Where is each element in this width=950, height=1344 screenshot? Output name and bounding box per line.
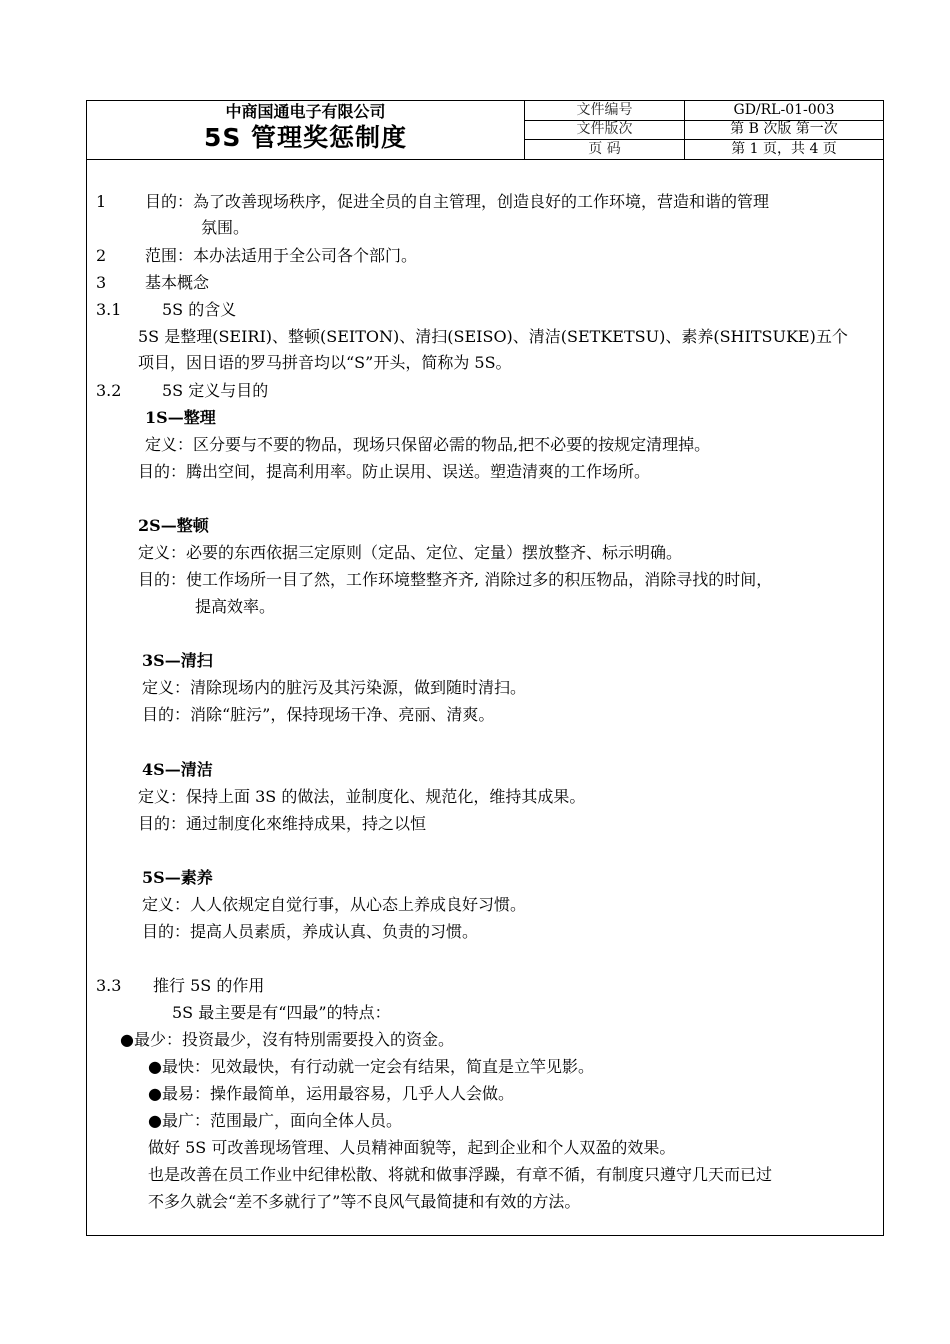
1s-goal-emphasis: 防止误用、误送。: [362, 462, 491, 481]
section-3-3-heading: 推行 5S 的作用: [153, 976, 265, 995]
2s-heading: 2S—整顿: [138, 516, 209, 535]
4s-heading: 4S—清洁: [142, 760, 213, 779]
section-1-text: 目的：為了改善现场秩序，促进全员的自主管理，创造良好的工作环境，营造和谐的管理: [145, 192, 770, 211]
section-3-1-paragraph: 5S 是整理(SEIRI)、整顿(SEITON)、清扫(SEISO)、清洁(SETKETSU)、素养(SHITSUKE)五个: [138, 327, 848, 346]
meta-value: 第 B 次版 第一次: [730, 121, 838, 137]
section-number: 3.2: [96, 381, 122, 400]
list-item: ●最快：见效最快，有行动就一定会有结果，简直是立竿见影。: [148, 1057, 594, 1076]
meta-row-doc-number: [525, 101, 883, 121]
2s-goal-part: , 消除过多的积压物品，消除寻找的时间，: [474, 570, 773, 589]
list-item: ●最易：操作最简单，运用最容易，几乎人人会做。: [148, 1084, 514, 1103]
conclusion-paragraph: 不多久就会“差不多就行了”等不良风气最简捷和有效的方法。: [148, 1192, 581, 1211]
company-name: 中商国通电子有限公司: [225, 102, 386, 121]
section-number: 2: [96, 246, 107, 265]
section-3-2-heading: 5S 定义与目的: [162, 381, 269, 400]
1s-goal-part: 目的：腾出空间，提高利用率。: [138, 462, 363, 481]
section-2-text: 范围：本办法适用于全公司各个部门。: [145, 246, 418, 265]
2s-goal-part: 目的：使: [138, 570, 203, 589]
meta-row-version: [525, 120, 883, 140]
meta-label: 页 码: [525, 140, 685, 159]
5s-definition: 定义：人人依规定自觉行事，从心态上养成良好习惯。: [142, 895, 527, 914]
2s-goal: [138, 569, 772, 591]
section-3-1-paragraph: 项目，因日语的罗马拼音均以“S”开头，简称为 5S。: [138, 353, 512, 372]
2s-goal-emphasis: 工作场所一目了然，工作环境整整齐齐: [202, 570, 475, 589]
1s-goal: [138, 461, 650, 483]
3s-goal: 目的：消除“脏污”，保持现场干净、亮丽、清爽。: [142, 705, 495, 724]
1s-definition: 定义：区分要与不要的物品，现场只保留必需的物品,把不必要的按规定清理掉。: [145, 435, 711, 454]
3s-heading: 3S—清扫: [142, 651, 213, 670]
list-item: ●最广：范围最广，面向全体人员。: [148, 1111, 402, 1130]
section-number: 3.3: [96, 976, 122, 995]
list-item: ●最少：投资最少，沒有特別需要投入的资金。: [120, 1030, 454, 1049]
section-number: 3.1: [96, 300, 122, 319]
1s-heading: 1S—整理: [145, 408, 216, 427]
title-cell: [87, 101, 525, 159]
section-3-1-heading: 5S 的含义: [162, 300, 237, 319]
document-header: [87, 101, 883, 160]
5s-heading: 5S—素养: [142, 868, 213, 887]
3s-definition: 定义：清除现场内的脏污及其污染源，做到随时清扫。: [142, 678, 527, 697]
4s-definition: 定义：保持上面 3S 的做法，並制度化、规范化，维持其成果。: [138, 787, 586, 806]
section-number: 3: [96, 273, 107, 292]
section-3-3-intro: 5S 最主要是有“四最”的特点：: [172, 1003, 391, 1022]
1s-goal-part: 塑造清爽的工作场所。: [490, 462, 651, 481]
document-meta-table: [525, 101, 883, 159]
2s-goal-continuation: 提高效率。: [195, 597, 276, 616]
conclusion-paragraph: 也是改善在员工作业中纪律松散、将就和做事浮躁，有章不循，有制度只遵守几天而已过: [148, 1165, 773, 1184]
conclusion-paragraph: 做好 5S 可改善现场管理、人员精神面貌等，起到企业和个人双盈的效果。: [148, 1138, 676, 1157]
meta-value: 第 1 页，共 4 页: [731, 141, 837, 157]
meta-value: GD/RL-01-003: [733, 102, 835, 118]
meta-label: 文件版次: [525, 120, 685, 139]
5s-goal: 目的：提高人员素质，养成认真、负责的习惯。: [142, 922, 479, 941]
meta-row-page: [525, 140, 883, 159]
section-1-continuation: 氛围。: [201, 218, 250, 237]
meta-label: 文件编号: [525, 101, 685, 120]
2s-definition: 定义：必要的东西依据三定原则（定品、定位、定量）摆放整齐、标示明确。: [138, 543, 683, 562]
4s-goal: 目的：通过制度化來维持成果，持之以恒: [138, 814, 427, 833]
section-3-heading: 基本概念: [145, 273, 210, 292]
section-number: 1: [96, 192, 107, 211]
document-title: 5S 管理奖惩制度: [203, 123, 408, 152]
